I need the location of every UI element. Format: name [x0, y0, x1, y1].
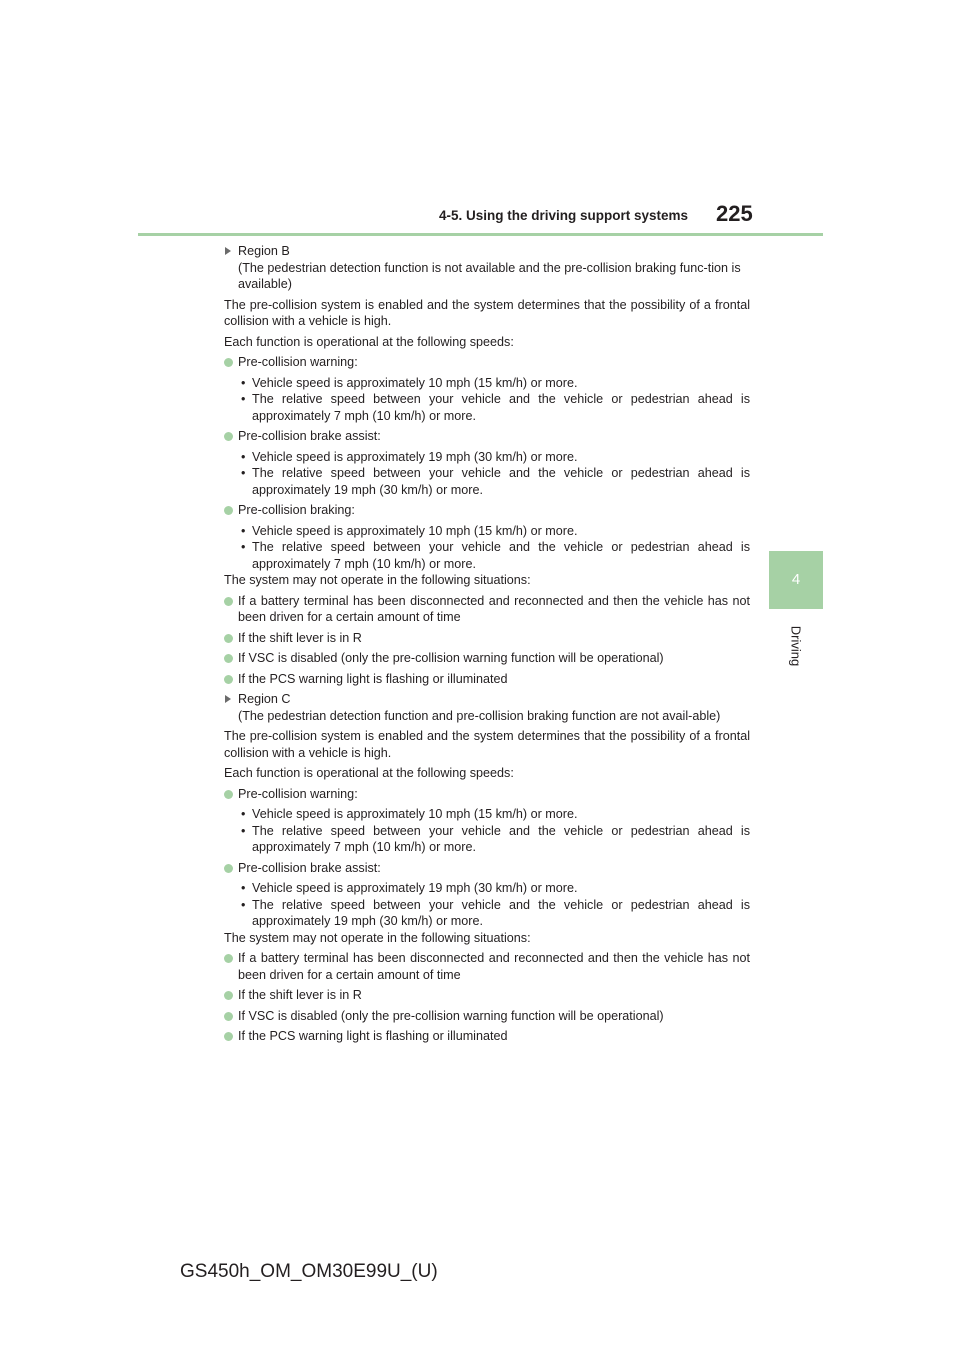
function-item: Pre-collision braking:	[224, 502, 750, 519]
header-rule	[138, 233, 823, 236]
paragraph: The pre-collision system is enabled and the system determines that the possibility of a frontal collision with a vehicle is high.	[224, 297, 750, 328]
situation-item: If a battery terminal has been disconnected and reconnected and then the vehicle has not been driven for a certain amount of time	[224, 593, 750, 626]
condition-item: • The relative speed between your vehicle and the vehicle or pedestrian ahead is approximately 19 mph (30 km/h) or more.	[241, 897, 750, 928]
situation-item: If the PCS warning light is flashing or illuminated	[224, 671, 750, 688]
paragraph: The system may not operate in the following situations:	[224, 573, 531, 587]
page-content	[224, 243, 750, 1049]
region-heading: Region C (The pedestrian detection function and pre-collision braking function are not avail-able)	[224, 691, 750, 724]
bullet-dot-icon	[224, 675, 233, 684]
function-item: Pre-collision warning:	[224, 354, 750, 371]
situation-item: If VSC is disabled (only the pre-collision warning function will be operational)	[224, 1008, 750, 1025]
page-number: 225	[716, 201, 753, 226]
condition-item: • The relative speed between your vehicle and the vehicle or pedestrian ahead is approximately 7 mph (10 km/h) or more.	[241, 540, 750, 571]
bullet-dot-icon	[224, 991, 233, 1000]
bullet-dot-icon	[224, 358, 233, 367]
situation-item: If VSC is disabled (only the pre-collision warning function will be operational)	[224, 650, 750, 667]
triangle-bullet-icon	[225, 247, 231, 255]
triangle-bullet-icon	[225, 695, 231, 703]
manual-code: GS450h_OM_OM30E99U_(U)	[180, 1261, 438, 1282]
condition-item: • Vehicle speed is approximately 10 mph (15 km/h) or more.	[241, 523, 578, 538]
bullet-dot-icon	[224, 432, 233, 441]
situation-item: If the shift lever is in R	[224, 630, 750, 647]
situation-item: If the shift lever is in R	[224, 987, 750, 1004]
condition-item: • Vehicle speed is approximately 10 mph (15 km/h) or more.	[241, 807, 578, 821]
chapter-tab[interactable]: 4	[769, 551, 823, 609]
condition-item: • The relative speed between your vehicle and the vehicle or pedestrian ahead is approximately 19 mph (30 km/h) or more.	[241, 466, 750, 497]
region-heading: Region B (The pedestrian detection function is not available and the pre-collision braking func-tion is available)	[224, 243, 750, 293]
bullet-dot-icon	[224, 654, 233, 663]
bullet-dot-icon	[224, 506, 233, 515]
paragraph: Each function is operational at the following speeds:	[224, 334, 514, 349]
bullet-dot-icon	[224, 954, 233, 963]
bullet-dot-icon	[224, 1032, 233, 1041]
bullet-dot-icon	[224, 597, 233, 606]
bullet-dot-icon	[224, 634, 233, 643]
situation-item: If a battery terminal has been disconnected and reconnected and then the vehicle has not been driven for a certain amount of time	[224, 950, 750, 983]
section-title: 4-5. Using the driving support systems	[438, 208, 688, 223]
function-item: Pre-collision brake assist:	[224, 428, 750, 445]
function-item: Pre-collision warning:	[224, 786, 750, 803]
condition-item: • Vehicle speed is approximately 10 mph (15 km/h) or more.	[241, 375, 578, 390]
paragraph: The pre-collision system is enabled and the system determines that the possibility of a frontal collision with a vehicle is high.	[224, 729, 750, 760]
function-item: Pre-collision brake assist:	[224, 860, 750, 877]
paragraph: The system may not operate in the following situations:	[224, 930, 531, 945]
bullet-dot-icon	[224, 864, 233, 873]
condition-item: • Vehicle speed is approximately 19 mph (30 km/h) or more.	[241, 449, 578, 464]
paragraph: Each function is operational at the following speeds:	[224, 766, 514, 780]
chapter-label: Driving	[788, 625, 804, 667]
condition-item: • The relative speed between your vehicle and the vehicle or pedestrian ahead is approximately 7 mph (10 km/h) or more.	[241, 823, 750, 854]
situation-item: If the PCS warning light is flashing or illuminated	[224, 1028, 750, 1045]
condition-item: • The relative speed between your vehicle and the vehicle or pedestrian ahead is approximately 7 mph (10 km/h) or more.	[241, 392, 750, 423]
bullet-dot-icon	[224, 790, 233, 799]
bullet-dot-icon	[224, 1012, 233, 1021]
condition-item: • Vehicle speed is approximately 19 mph (30 km/h) or more.	[241, 881, 578, 895]
